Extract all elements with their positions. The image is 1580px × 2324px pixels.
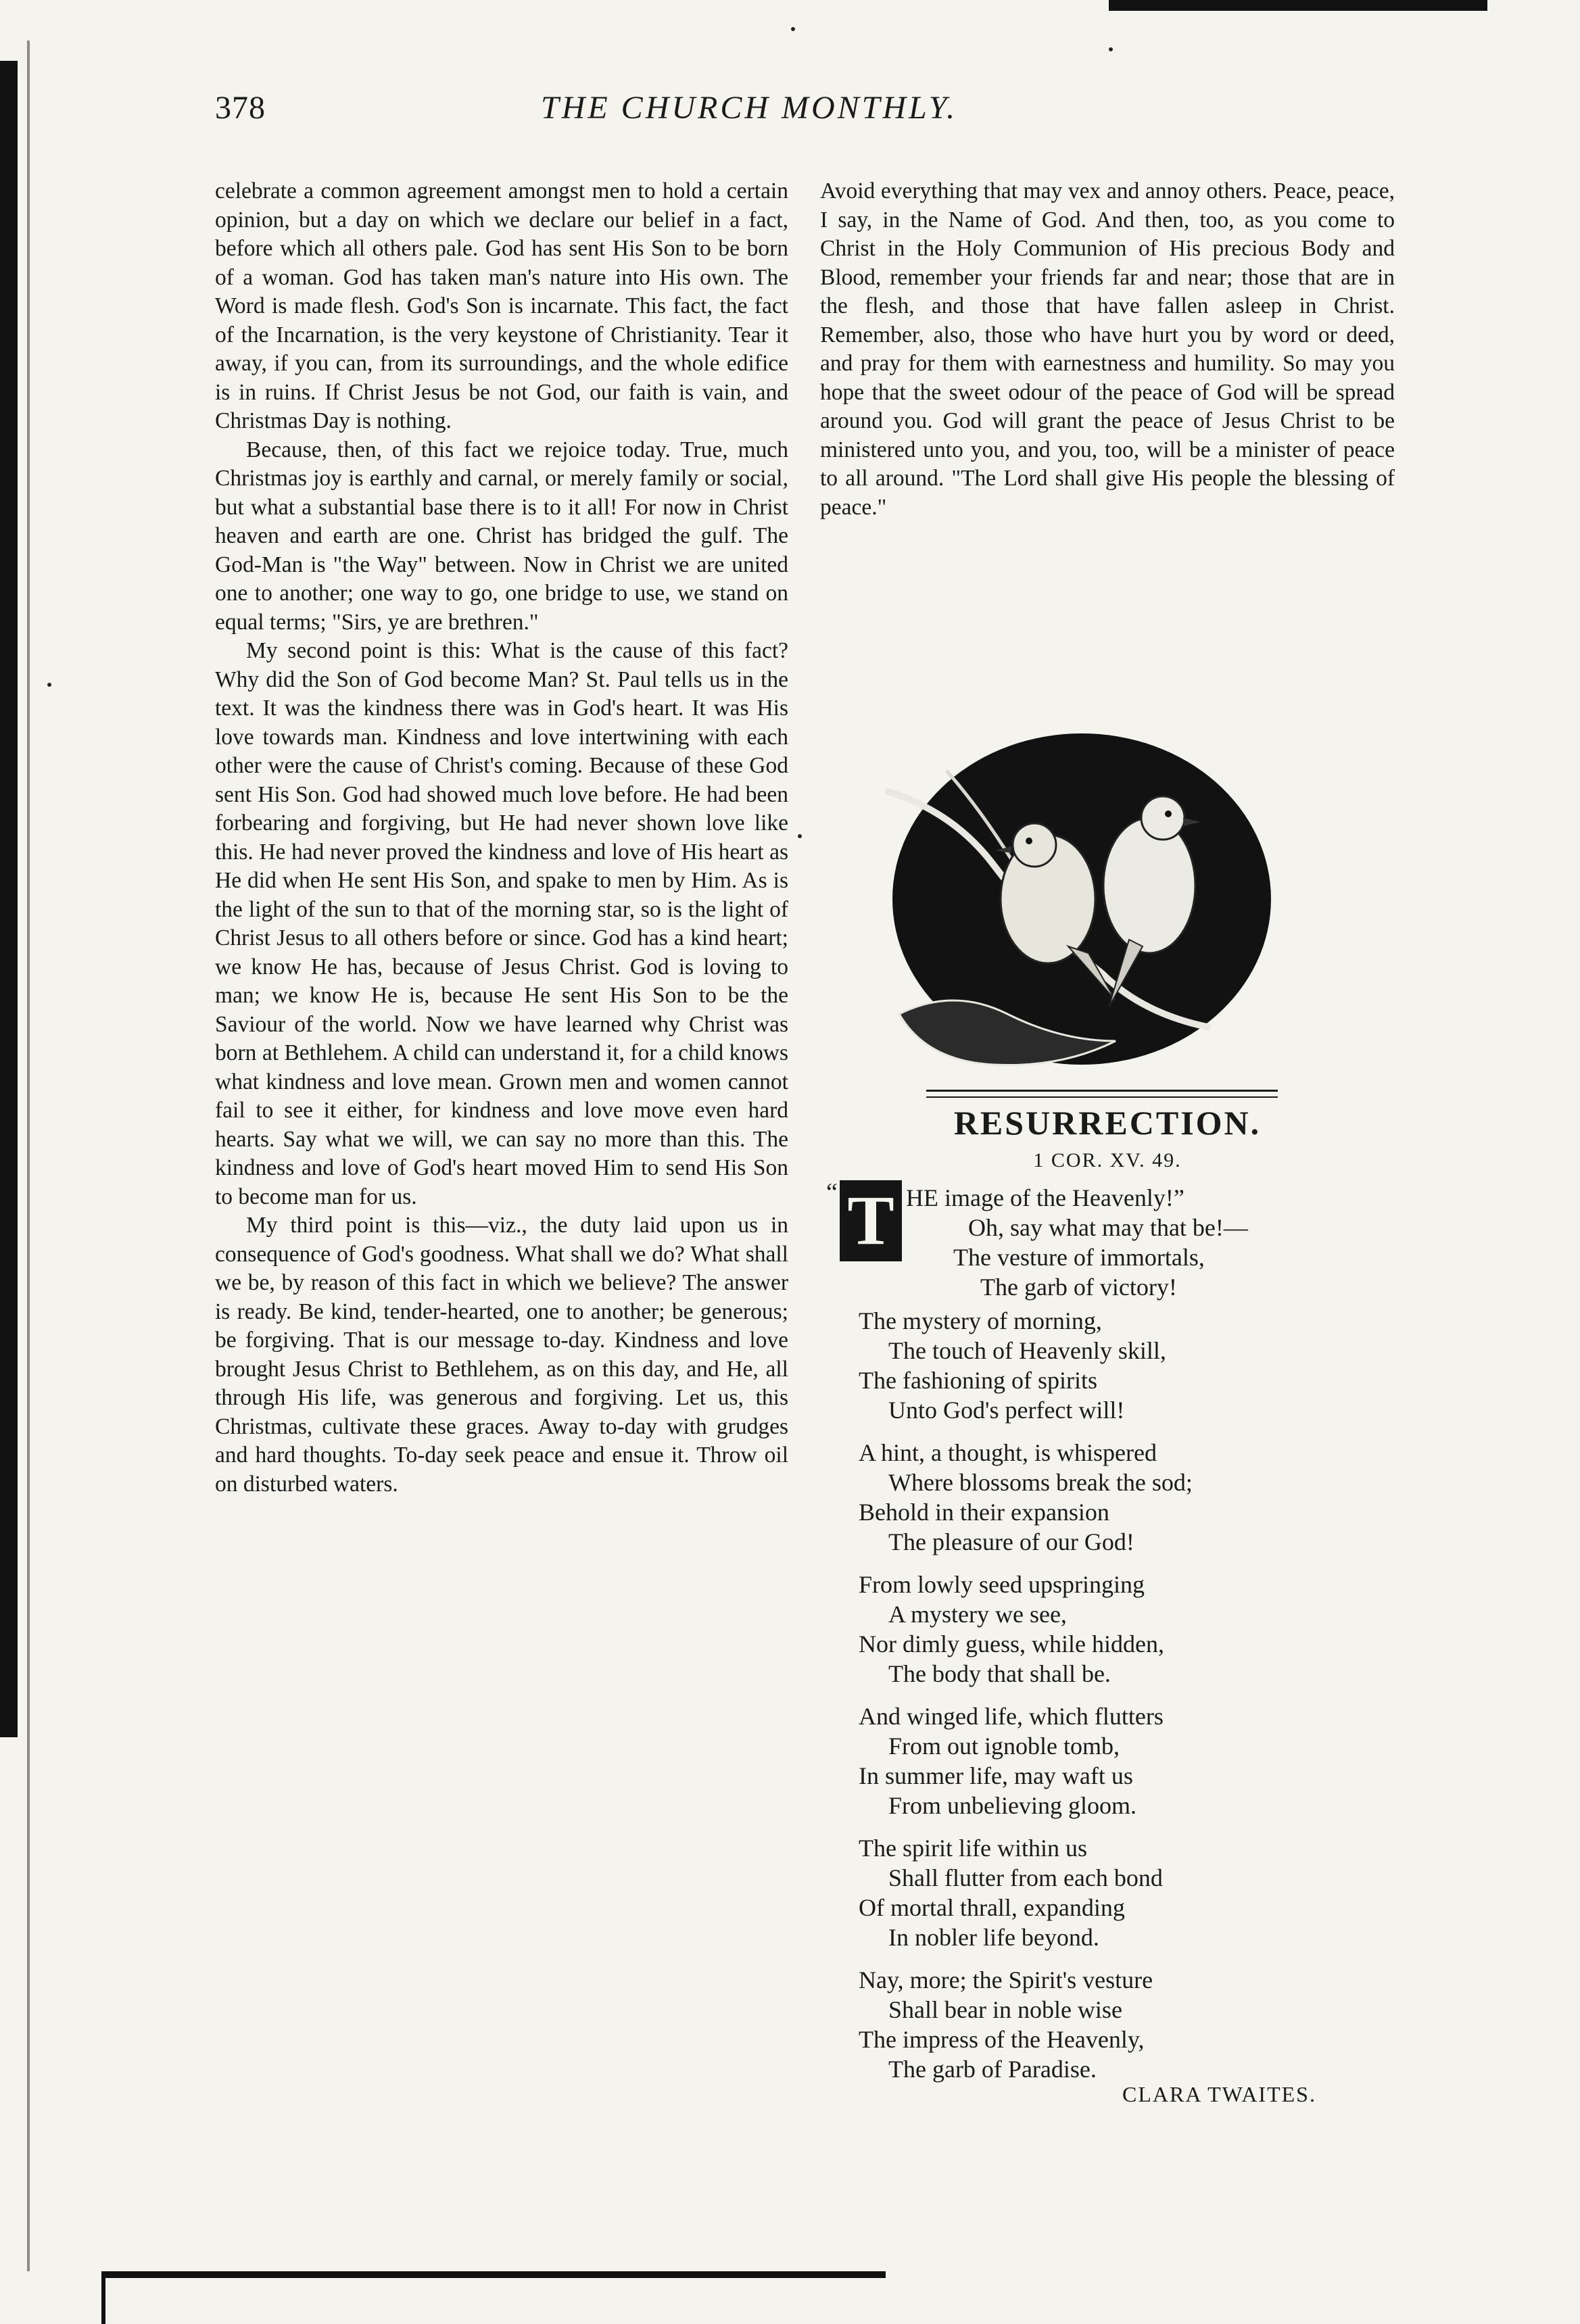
speck xyxy=(798,834,802,838)
poem-line: Behold in their expansion xyxy=(859,1499,1109,1526)
poem-stanza xyxy=(906,1183,1248,1302)
poem-line: Shall bear in noble wise xyxy=(888,1996,1122,2023)
poem-line: Of mortal thrall, expanding xyxy=(859,1894,1125,1921)
speck xyxy=(47,683,51,687)
poem-line: Shall flutter from each bond xyxy=(888,1864,1163,1891)
open-quote: “ xyxy=(826,1178,838,1207)
paragraph: My second point is this: What is the cause of this fact? Why did the Son of God become Man? St. Paul tells us in the text. It was the kindness there was in God's heart. It was His love towards man. Kindness and love intertwining with each other were the cause of Christ's coming. Because of these God sent His Son. God had showed much love before. He had been forbearing and forgiving, but He had never shown love like this. He had never proved the kindness and love of His heart as He did when He sent His Son, and spake to men by Him. As is the light of the sun to that of the morning star, so is the light of Christ Jesus to all others before or since. God has a kind heart; we know He has, because of Jesus Christ. God is loving to man; we know He is, because He sent His Son to be the Saviour of the world. Now we have learned why Christ was born at Bethlehem. A child can understand it, for a child knows what kindness and love mean. Grown men and women cannot fail to see it either, for kindness and love move even hard hearts. Say what we will, we can say no more than this. The kindness and love of God's heart moved Him to send His Son to become man for us. xyxy=(215,638,788,1209)
poem-stanza xyxy=(859,1570,1164,1689)
poem-line: The fashioning of spirits xyxy=(859,1367,1097,1394)
divider-rule xyxy=(926,1090,1278,1092)
birds-illustration xyxy=(859,730,1291,1082)
poem-line: The mystery of morning, xyxy=(859,1307,1102,1334)
poem-line: The spirit life within us xyxy=(859,1835,1087,1862)
scan-edge xyxy=(27,41,30,2271)
paragraph: Because, then, of this fact we rejoice today. True, much Christmas joy is earthly and carnal, or merely family or social, but what a substantial base there is to it all! For now in Christ heaven and earth are one. Christ has bridged the gulf. The God-Man is "the Way" between. Now in Christ we are united one to another; one way to go, one bridge to use, we stand on equal terms; "Sirs, ye are brethren." xyxy=(215,437,788,635)
poem-line: The garb of Paradise. xyxy=(888,2056,1097,2083)
poem-line: HE image of the Heavenly!” xyxy=(906,1184,1184,1211)
scan-edge xyxy=(0,61,18,1737)
poem-stanza xyxy=(859,1833,1163,1952)
drop-cap: T xyxy=(840,1180,902,1261)
paragraph: Avoid everything that may vex and annoy others. Peace, peace, I say, in the Name of God. And then, too, as you come to Christ in the Holy Communion of His precious Body and Blood, remember your friends far and near; those that are in the flesh, and those that have fallen asleep in Christ. Remember, also, those who have hurt you by word or deed, and pray for them with earnestness and humility. So may you hope that the sweet odour of the peace of God will be spread around you. God will grant the peace of Jesus Christ to be ministered unto you, and you, too, will be a minister of peace to all around. "The Lord shall give His people the blessing of peace." xyxy=(820,178,1395,520)
poem-stanza xyxy=(859,1965,1153,2084)
poem-line: The vesture of immortals, xyxy=(953,1244,1205,1271)
page-header xyxy=(0,89,1580,130)
poem-line: Nor dimly guess, while hidden, xyxy=(859,1630,1164,1657)
left-column xyxy=(215,177,788,1499)
poem-line: In nobler life beyond. xyxy=(888,1924,1099,1951)
divider-rule xyxy=(926,1096,1278,1098)
poem-line: Nay, more; the Spirit's vesture xyxy=(859,1966,1153,1993)
poem-line: The touch of Heavenly skill, xyxy=(888,1337,1166,1364)
poem-stanza xyxy=(859,1438,1193,1557)
poem-line: A mystery we see, xyxy=(888,1601,1067,1628)
poem-line: Unto God's perfect will! xyxy=(888,1397,1125,1424)
running-title: THE CHURCH MONTHLY. xyxy=(541,90,958,126)
poem-line: Oh, say what may that be!— xyxy=(968,1214,1248,1241)
poem-line: Where blossoms break the sod; xyxy=(888,1469,1193,1496)
poem-line: In summer life, may waft us xyxy=(859,1762,1133,1789)
scan-edge xyxy=(1109,0,1487,11)
paragraph: celebrate a common agreement amongst men to hold a certain opinion, but a day on which we declare our belief in a fact, before which all others pale. God has sent His Son to be born of a woman. God has taken man's nature into His own. The Word is made flesh. God's Son is incarnate. This fact, the fact of the Incarnation, is the very keystone of Christianity. Tear it away, if you can, from its surroundings, and the whole edifice is in ruins. If Christ Jesus be not God, our faith is vain, and Christmas Day is nothing. xyxy=(215,178,788,433)
poem-author: CLARA TWAITES. xyxy=(1122,2082,1316,2106)
paragraph: My third point is this—viz., the duty laid upon us in consequence of God's goodness. What shall we do? What shall we be, by reason of this fact in which we believe? The answer is ready. Be kind, tender-hearted, one to another; be generous; be forgiving. That is our message to-day. Kindness and love brought Jesus Christ to Bethlehem, as on this day, and He, all through His life, was generous and forgiving. Let us, this Christmas, cultivate these graces. Away to-day with grudges and hard thoughts. To-day seek peace and ensue it. Throw oil on disturbed waters. xyxy=(215,1213,788,1497)
poem-line: The pleasure of our God! xyxy=(888,1528,1134,1555)
poem-line: The garb of victory! xyxy=(980,1274,1177,1301)
scan-edge xyxy=(101,2271,886,2278)
poem-stanza xyxy=(859,1306,1166,1425)
poem-title: RESURRECTION. xyxy=(953,1104,1262,1142)
speck xyxy=(791,27,795,31)
right-column xyxy=(820,177,1395,522)
poem-stanza xyxy=(859,1701,1164,1820)
poem-line: From unbelieving gloom. xyxy=(888,1792,1136,1819)
poem-line: From out ignoble tomb, xyxy=(888,1733,1120,1760)
poem-line: From lowly seed upspringing xyxy=(859,1571,1145,1598)
page-number: 378 xyxy=(215,90,266,126)
poem-line: The impress of the Heavenly, xyxy=(859,2026,1145,2053)
poem-line: The body that shall be. xyxy=(888,1660,1111,1687)
scan-edge xyxy=(101,2278,105,2324)
speck xyxy=(1109,47,1113,51)
poem-reference: 1 COR. XV. 49. xyxy=(1033,1149,1182,1171)
poem-line: And winged life, which flutters xyxy=(859,1703,1164,1730)
poem-line: A hint, a thought, is whispered xyxy=(859,1439,1157,1466)
